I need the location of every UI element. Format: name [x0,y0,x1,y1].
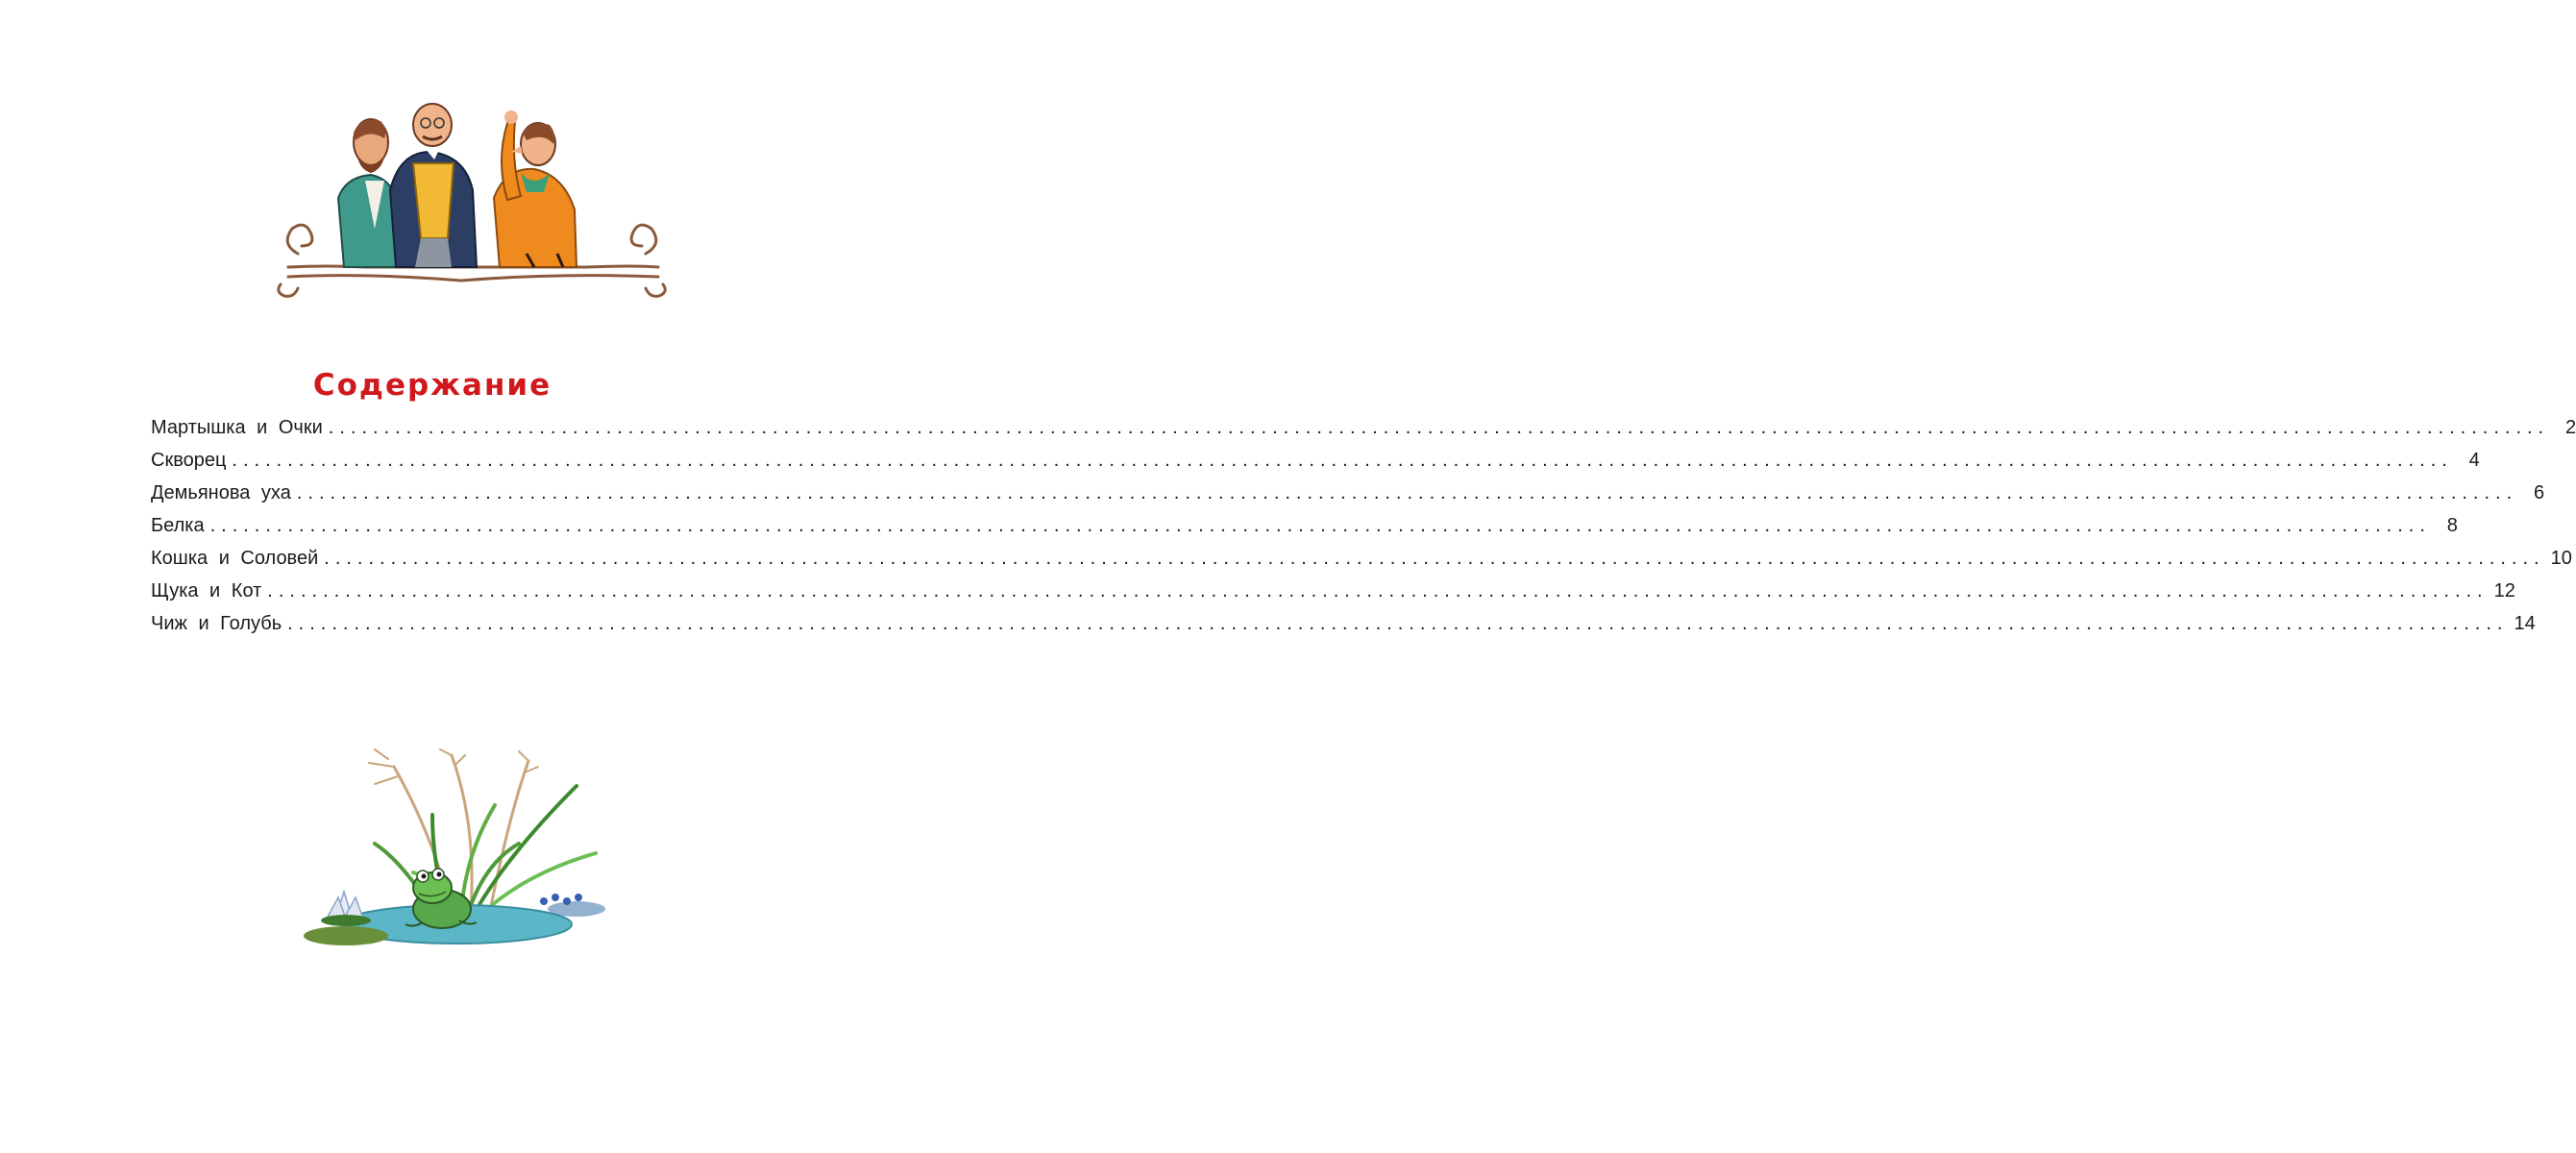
toc-entry-title: Демьянова уха [151,482,291,503]
toc-leader-dots: ........................................................................................................................................................................................................ [232,450,2453,471]
toc-leader-dots: ........................................................................................................................................................................................................ [287,613,2509,634]
toc-entry-page: 4 [2468,450,2480,471]
toc-entry[interactable] [151,580,2515,613]
toc-entry-page: 10 [2550,548,2572,569]
toc-leader-dots: ........................................................................................................................................................................................................ [267,580,2489,601]
toc-leader-dots: ........................................................................................................................................................................................................ [328,417,2550,438]
toc-entry[interactable] [151,515,2458,548]
toc-leader-dots: ........................................................................................................................................................................................................ [324,548,2545,569]
toc-entry[interactable] [151,548,2572,580]
toc-entry-title: Белка [151,515,205,536]
toc-entry[interactable] [151,482,2545,515]
toc-entry-page: 6 [2534,482,2545,503]
toc-entry-title: Щука и Кот [151,580,262,601]
toc-entry[interactable] [151,450,2480,482]
toc-entry-title: Мартышка и Очки [151,417,323,438]
toc-leader-dots: ........................................................................................................................................................................................................ [209,515,2431,536]
table-of-contents [151,417,2576,646]
toc-leader-dots: ........................................................................................................................................................................................................ [296,482,2518,503]
man-yellow-vest [390,104,477,267]
toc-entry-title: Чиж и Голубь [151,613,282,634]
three-gentlemen-illustration [269,85,673,298]
table-of-contents-title: Содержание [312,367,552,403]
toc-entry-page: 14 [2514,613,2536,634]
water-lily [321,892,371,926]
toc-entry[interactable] [151,417,2576,450]
toc-entry[interactable] [151,613,2536,646]
toc-entry-page: 8 [2446,515,2458,536]
toc-entry-page: 2 [2564,417,2576,438]
man-orange-coat [494,110,577,267]
toc-entry-title: Скворец [151,450,227,471]
frog-in-pond-illustration [288,748,625,964]
reeds [369,749,596,911]
toc-entry-page: 12 [2493,580,2515,601]
toc-entry-title: Кошка и Соловей [151,548,319,569]
